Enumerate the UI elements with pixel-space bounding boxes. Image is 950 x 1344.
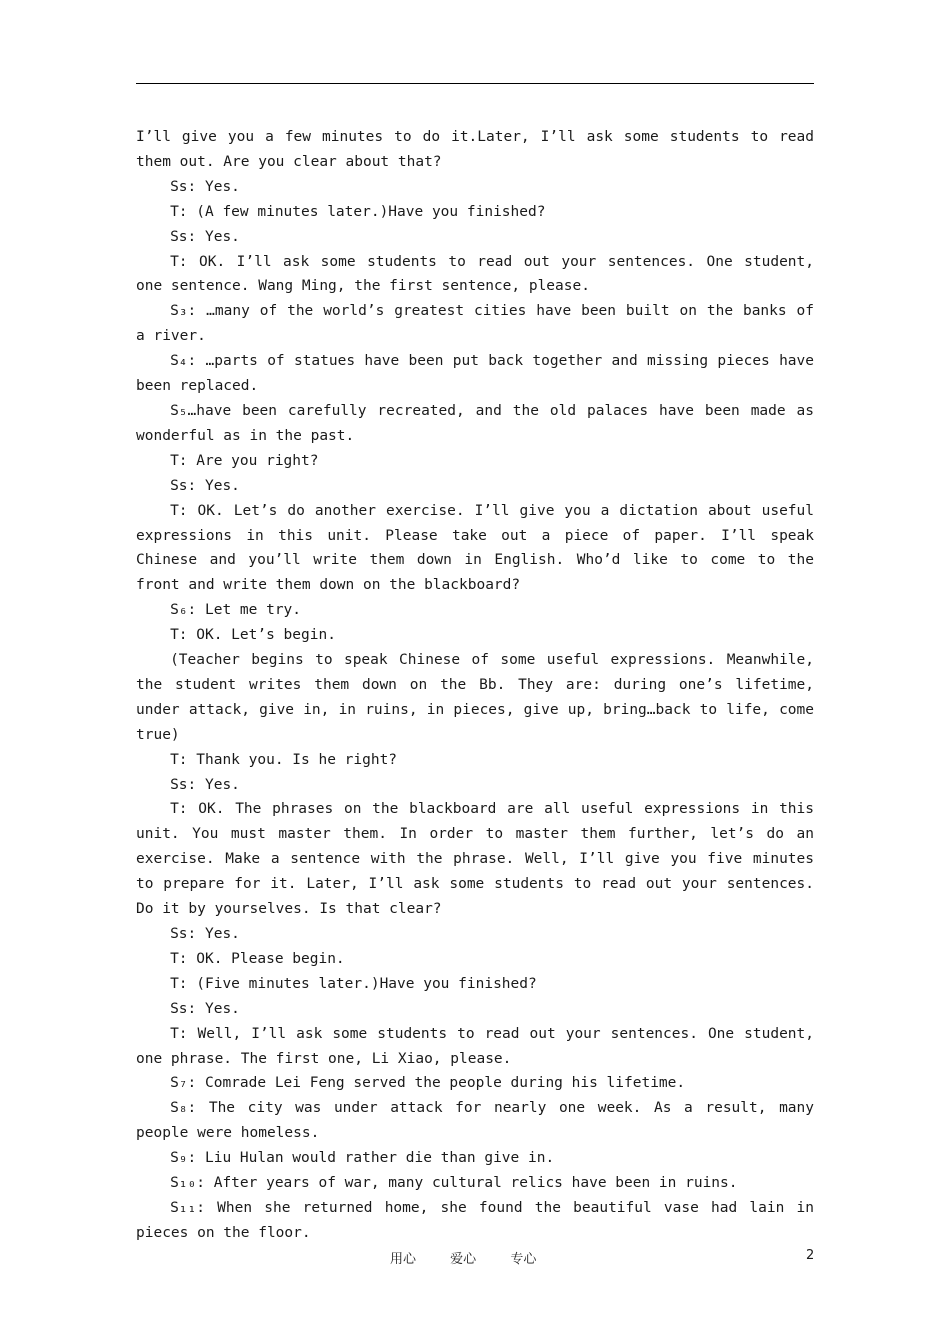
dialogue-line: T: (A few minutes later.)Have you finished? (170, 203, 546, 220)
dialogue-line: Ss: Yes. (170, 1000, 240, 1017)
dialogue-line: S₃: …many of the world’s greatest cities have been built on the banks of a river. (136, 303, 814, 345)
dialogue-line: T: (Five minutes later.)Have you finished? (170, 975, 537, 992)
footer-motto-word: 专心 (510, 1252, 537, 1267)
dialogue-line: T: OK. Let’s do another exercise. I’ll give you a dictation about useful expressions in this unit. Please take out a piece of paper. I’ll speak Chinese and you’ll write them down in English. Who’d like to come to the front and write them down on the blackboard? (136, 502, 814, 594)
dialogue-line: Ss: Yes. (170, 178, 240, 195)
dialogue-line: S₁₁: When she returned home, she found the beautiful vase had lain in pieces on the floor. (136, 1199, 814, 1241)
dialogue-line: S₇: Comrade Lei Feng served the people during his lifetime. (170, 1075, 686, 1092)
dialogue-line: S₁₀: After years of war, many cultural relics have been in ruins. (170, 1175, 738, 1192)
footer-motto-word: 用心 (390, 1252, 417, 1267)
dialogue-line: S₈: The city was under attack for nearly one week. As a result, many people were homeless. (136, 1100, 814, 1142)
dialogue-line: S₉: Liu Hulan would rather die than give in. (170, 1150, 555, 1167)
stage-direction: (Teacher begins to speak Chinese of some useful expressions. Meanwhile, the student writes them down on the Bb. They are: during one’s lifetime, under attack, give in, in ruins, in pieces, give up, bring…back to life, come true) (136, 652, 814, 743)
document-body (136, 125, 814, 1246)
dialogue-line: T: OK. Please begin. (170, 950, 345, 967)
dialogue-line: Ss: Yes. (170, 228, 240, 245)
dialogue-line: T: Thank you. Is he right? (170, 751, 398, 768)
header-rule (136, 83, 814, 84)
dialogue-line: Ss: Yes. (170, 477, 240, 494)
paragraph-continuation: I’ll give you a few minutes to do it.Later, I’ll ask some students to read them out. Are you clear about that? (136, 129, 814, 170)
footer-motto (390, 1248, 560, 1267)
dialogue-line: Ss: Yes. (170, 926, 240, 942)
footer-motto-word: 爱心 (450, 1252, 477, 1267)
page-number: 2 (806, 1248, 815, 1263)
dialogue-line: T: Are you right? (170, 452, 319, 469)
dialogue-line: Ss: Yes. (170, 776, 240, 793)
dialogue-line: T: OK. I’ll ask some students to read out your sentences. One student, one sentence. Wang Ming, the first sentence, please. (136, 253, 814, 295)
dialogue-line: T: Well, I’ll ask some students to read out your sentences. One student, one phrase. The first one, Li Xiao, please. (136, 1025, 814, 1067)
dialogue-line: S₅…have been carefully recreated, and the old palaces have been made as wonderful as in the past. (136, 402, 814, 444)
dialogue-line: S₄: …parts of statues have been put back together and missing pieces have been replaced. (136, 353, 814, 395)
dialogue-line: T: OK. Let’s begin. (170, 627, 336, 644)
dialogue-line: S₆: Let me try. (170, 602, 302, 619)
dialogue-line: T: OK. The phrases on the blackboard are all useful expressions in this unit. You must master them. In order to master them further, let’s do an exercise. Make a sentence with the phrase. Well, I’ll give you five minutes to prepare for it. Later, I’ll ask some students to read out your sentences. Do it by yourselves. Is that clear? (136, 801, 814, 918)
